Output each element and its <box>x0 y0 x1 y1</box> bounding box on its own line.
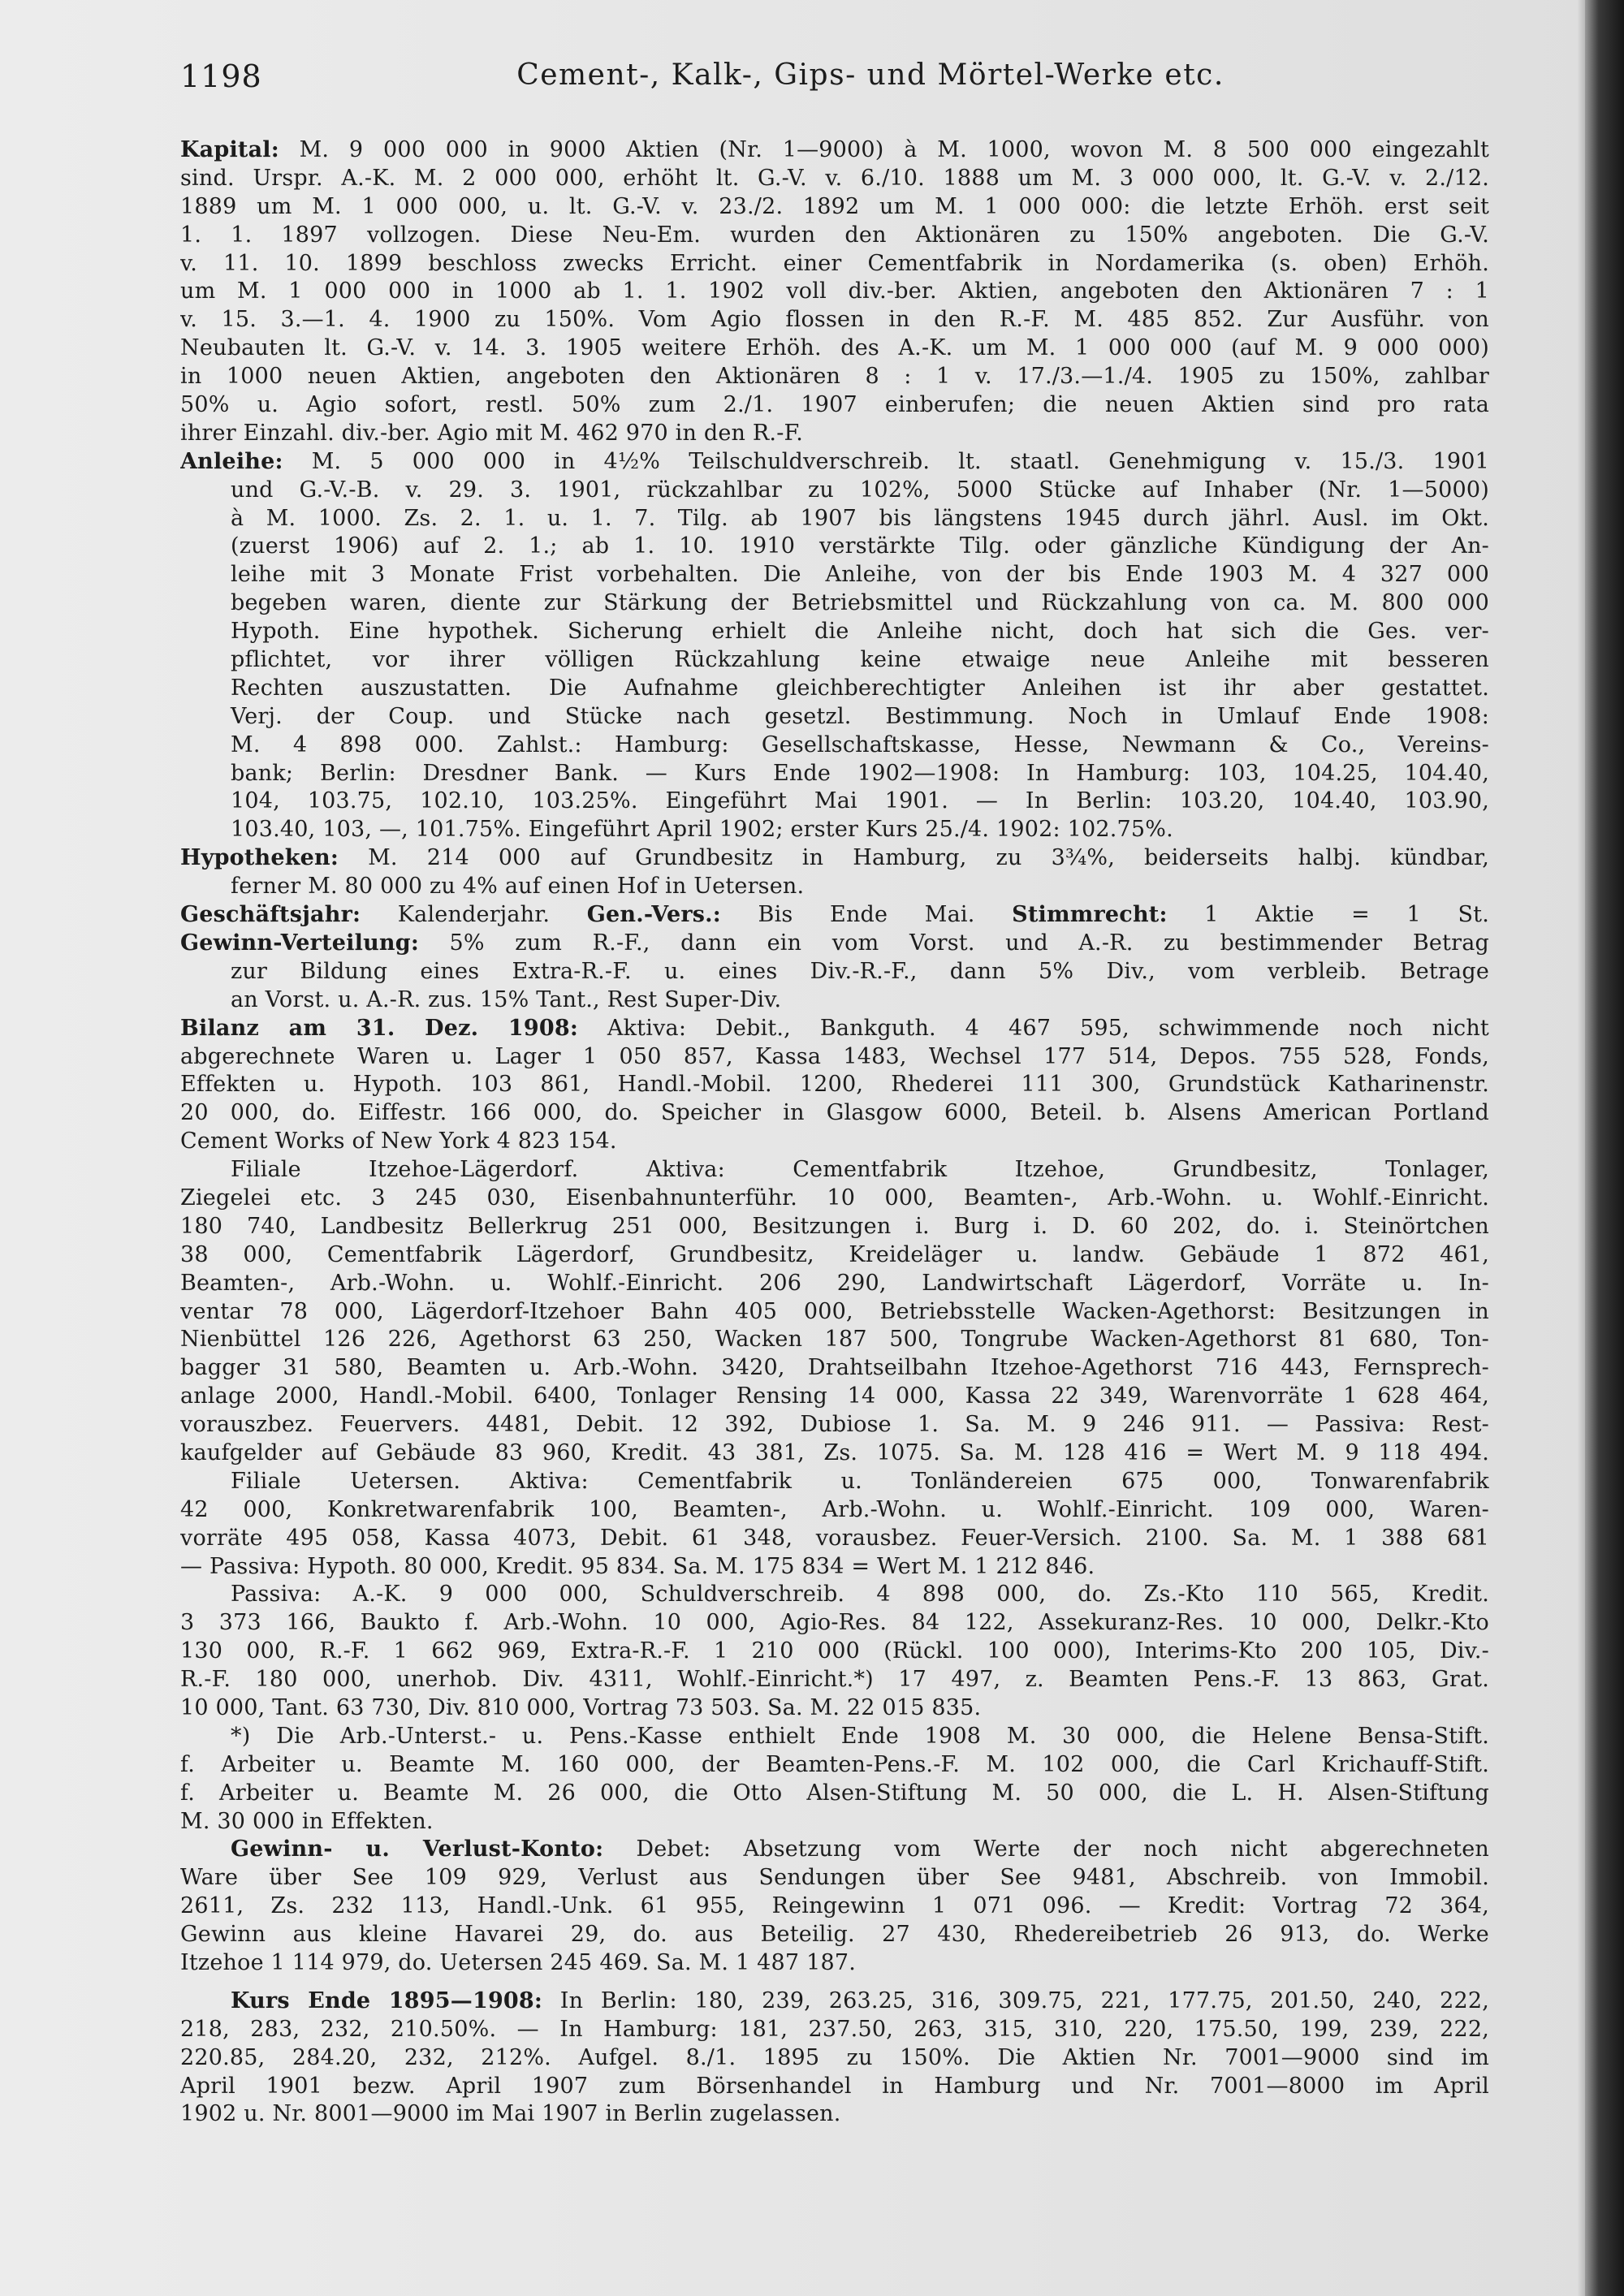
line-text: anlage 2000, Handl.-Mobil. 6400, Tonlager Rensing 14 000, Kassa 22 349, Warenvorräte 1 628 464, <box>180 1383 1489 1409</box>
line-text: à M. 1000. Zs. 2. 1. u. 1. 7. Tilg. ab 1907 bis längstens 1945 durch jährl. Ausl. im Okt. <box>231 505 1489 531</box>
line-text: vorräte 495 058, Kassa 4073, Debit. 61 348, vorausbez. Feuer-Versich. 2100. Sa. M. 1 388 681 <box>180 1525 1489 1551</box>
section-label: Bilanz am 31. Dez. 1908: <box>180 1015 579 1041</box>
running-title: Cement-, Kalk-, Gips- und Mörtel-Werke etc. <box>516 58 1224 92</box>
text-line <box>180 589 1489 618</box>
text-line <box>180 675 1489 703</box>
line-text: Cement Works of New York 4 823 154. <box>180 1129 617 1154</box>
text-line <box>180 958 1489 986</box>
text-line <box>180 1496 1489 1525</box>
text-line <box>180 1156 1489 1185</box>
text-line <box>180 1411 1489 1439</box>
line-text: Verj. der Coup. und Stücke nach gesetzl. Bestimmung. Noch in Umlauf Ende 1908: <box>231 703 1489 729</box>
line-text: Ware über See 109 929, Verlust aus Sendungen über See 9481, Abschreib. von Immobil. <box>180 1865 1489 1891</box>
line-text: Ziegelei etc. 3 245 030, Eisenbahnunterführ. 10 000, Beamten-, Arb.-Wohn. u. Wohlf.-Einricht. <box>180 1185 1489 1211</box>
text-line <box>180 306 1489 334</box>
line-text: Debet: Absetzung vom Werte der noch nicht abgerechneten <box>603 1836 1489 1862</box>
page-header <box>180 58 1496 104</box>
text-line <box>180 1213 1489 1241</box>
line-text: 180 740, Landbesitz Bellerkrug 251 000, Besitzungen i. Burg i. D. 60 202, do. i. Steinörtchen <box>180 1213 1489 1239</box>
section-label: Kapital: <box>180 137 279 162</box>
text-line <box>180 1949 1489 1978</box>
line-text: zur Bildung eines Extra-R.-F. u. eines Div.-R.-F., dann 5% Div., vom verbleib. Betrage <box>231 958 1489 984</box>
line-text: 1. 1. 1897 vollzogen. Diese Neu-Em. wurden den Aktionären zu 150% angeboten. Die G.-V. <box>180 222 1489 248</box>
line-text: 3 373 166, Baukto f. Arb.-Wohn. 10 000, Agio-Res. 84 122, Assekuranz-Res. 10 000, Delkr.-Kto <box>180 1610 1489 1636</box>
text-line <box>180 1015 1489 1043</box>
line-text: Hypoth. Eine hypothek. Sicherung erhielt die Anleihe nicht, doch hat sich die Ges. ver- <box>231 619 1489 645</box>
text-line <box>180 2073 1489 2101</box>
text-line <box>180 646 1489 675</box>
text-line <box>180 1694 1489 1723</box>
section-label: Stimmrecht: <box>1012 902 1168 928</box>
line-text: R.-F. 180 000, unerhob. Div. 4311, Wohlf.-Einricht.*) 17 497, z. Beamten Pens.-F. 13 863, Grat. <box>180 1667 1489 1693</box>
text-line <box>180 2044 1489 2073</box>
line-text: ferner M. 80 000 zu 4% auf einen Hof in Uetersen. <box>231 874 805 900</box>
text-line <box>180 703 1489 732</box>
text-line <box>180 193 1489 222</box>
line-text: 42 000, Konkretwarenfabrik 100, Beamten-, Arb.-Wohn. u. Wohlf.-Einricht. 109 000, Waren- <box>180 1496 1489 1522</box>
text-line <box>180 2016 1489 2044</box>
line-text: Kalenderjahr. <box>361 902 587 928</box>
line-text: ventar 78 000, Lägerdorf-Itzehoer Bahn 405 000, Betriebsstelle Wacken-Agethorst: Besitzungen in <box>180 1298 1489 1324</box>
line-text: f. Arbeiter u. Beamte M. 26 000, die Otto Alsen-Stiftung M. 50 000, die L. H. Alsen-Stiftung <box>180 1780 1489 1806</box>
text-line <box>180 760 1489 788</box>
text-line <box>180 2100 1489 2129</box>
text-line <box>180 136 1489 165</box>
text-line <box>180 1128 1489 1156</box>
line-text: *) Die Arb.-Unterst.- u. Pens.-Kasse enthielt Ende 1908 M. 30 000, die Helene Bensa-Stift. <box>231 1723 1489 1749</box>
text-line <box>180 1780 1489 1808</box>
line-text: v. 15. 3.—1. 4. 1900 zu 150%. Vom Agio flossen in den R.-F. M. 485 852. Zur Ausführ. von <box>180 307 1489 333</box>
line-text: Effekten u. Hypoth. 103 861, Handl.-Mobil. 1200, Rhederei 111 300, Grundstück Katharinenstr. <box>180 1072 1489 1098</box>
line-text: 1902 u. Nr. 8001—9000 im Mai 1907 in Berlin zugelassen. <box>180 2101 841 2127</box>
book-spine-edge <box>1585 0 1624 2296</box>
line-text: Beamten-, Arb.-Wohn. u. Wohlf.-Einricht. 206 290, Landwirtschaft Lägerdorf, Vorräte u. In- <box>180 1270 1489 1296</box>
line-text: Filiale Uetersen. Aktiva: Cementfabrik u. Tonländereien 675 000, Tonwarenfabrik <box>231 1468 1489 1494</box>
text-line <box>180 1043 1489 1072</box>
text-line <box>180 1987 1489 2016</box>
line-text: M. 214 000 auf Grundbesitz in Hamburg, zu 3¾%, beiderseits halbj. kündbar, <box>339 845 1489 871</box>
text-line <box>180 222 1489 250</box>
text-line <box>180 844 1489 873</box>
line-text: 220.85, 284.20, 232, 212%. Aufgel. 8./1. 1895 zu 150%. Die Aktien Nr. 7001—9000 sind im <box>180 2044 1489 2070</box>
text-line <box>180 873 1489 901</box>
text-line <box>180 1241 1489 1270</box>
line-text: 10 000, Tant. 63 730, Div. 810 000, Vortrag 73 503. Sa. M. 22 015 835. <box>180 1694 982 1720</box>
section-label: Anleihe: <box>180 448 283 474</box>
line-text: f. Arbeiter u. Beamte M. 160 000, der Beamten-Pens.-F. M. 102 000, die Carl Krichauff-Stift. <box>180 1751 1489 1777</box>
text-line <box>180 732 1489 760</box>
line-text: Nienbüttel 126 226, Agethorst 63 250, Wacken 187 500, Tongrube Wacken-Agethorst 81 680, Ton- <box>180 1327 1489 1353</box>
text-line <box>180 1354 1489 1383</box>
text-line <box>180 448 1489 477</box>
text-line <box>180 420 1489 448</box>
line-text: 20 000, do. Eiffestr. 166 000, do. Speicher in Glasgow 6000, Beteil. b. Alsens American Portland <box>180 1100 1489 1126</box>
line-text: April 1901 bezw. April 1907 zum Börsenhandel in Hamburg und Nr. 7001—8000 im April <box>180 2073 1489 2099</box>
text-line <box>180 477 1489 505</box>
line-text: ihrer Einzahl. div.-ber. Agio mit M. 462 970 in den R.-F. <box>180 420 804 446</box>
text-line <box>180 165 1489 193</box>
text-line <box>180 1525 1489 1553</box>
text-line <box>180 1638 1489 1666</box>
section-label: Gewinn-Verteilung: <box>180 930 419 956</box>
line-text: abgerechnete Waren u. Lager 1 050 857, Kassa 1483, Wechsel 177 514, Depos. 755 528, Fonds, <box>180 1043 1489 1069</box>
line-text: 38 000, Cementfabrik Lägerdorf, Grundbesitz, Kreideläger u. landw. Gebäude 1 872 461, <box>180 1241 1489 1267</box>
line-text: 1889 um M. 1 000 000, u. lt. G.-V. v. 23./2. 1892 um M. 1 000 000: die letzte Erhöh. erst seit <box>180 193 1489 219</box>
text-line <box>180 1439 1489 1468</box>
text-line <box>180 1553 1489 1582</box>
line-text: bagger 31 580, Beamten u. Arb.-Wohn. 3420, Drahtseilbahn Itzehoe-Agethorst 716 443, Fernsprech- <box>180 1355 1489 1381</box>
line-text: vorauszbez. Feuervers. 4481, Debit. 12 392, Dubiose 1. Sa. M. 9 246 911. — Passiva: Rest- <box>180 1412 1489 1438</box>
line-text: bank; Berlin: Dresdner Bank. — Kurs Ende 1902—1908: In Hamburg: 103, 104.25, 104.40, <box>231 760 1489 786</box>
text-line <box>180 618 1489 646</box>
section-label: Hypotheken: <box>180 845 339 871</box>
line-text: 218, 283, 232, 210.50%. — In Hamburg: 181, 237.50, 263, 315, 310, 220, 175.50, 199, 239, 222, <box>180 2016 1489 2042</box>
line-text: v. 11. 10. 1899 beschloss zwecks Erricht. einer Cementfabrik in Nordamerika (s. oben) Erhöh. <box>180 250 1489 276</box>
text-line <box>180 1921 1489 1949</box>
line-text: M. 5 000 000 in 4½% Teilschuldverschreib. lt. staatl. Genehmigung v. 15./3. 1901 <box>283 448 1489 474</box>
section-label: Geschäftsjahr: <box>180 902 361 928</box>
line-text: Neubauten lt. G.-V. v. 14. 3. 1905 weitere Erhöh. des A.-K. um M. 1 000 000 (auf M. 9 000 000) <box>180 335 1489 361</box>
text-line <box>180 1864 1489 1892</box>
section-label: Kurs Ende 1895—1908: <box>231 1987 543 2013</box>
line-text: sind. Urspr. A.-K. M. 2 000 000, erhöht lt. G.-V. v. 6./10. 1888 um M. 3 000 000, lt. G.-V. v. 2./12. <box>180 165 1489 191</box>
line-text: 103.40, 103, —, 101.75%. Eingeführt April 1902; erster Kurs 25./4. 1902: 102.75%. <box>231 817 1173 843</box>
text-line <box>180 505 1489 533</box>
line-text: Aktiva: Debit., Bankguth. 4 467 595, schwimmende noch nicht <box>578 1015 1489 1041</box>
line-text: kaufgelder auf Gebäude 83 960, Kredit. 43 381, Zs. 1075. Sa. M. 128 416 = Wert M. 9 118 494. <box>180 1439 1489 1465</box>
line-text: Filiale Itzehoe-Lägerdorf. Aktiva: Cementfabrik Itzehoe, Grundbesitz, Tonlager, <box>231 1157 1489 1183</box>
text-line <box>180 1468 1489 1496</box>
text-line <box>180 1808 1489 1836</box>
line-text: begeben waren, diente zur Stärkung der Betriebsmittel und Rückzahlung von ca. M. 800 000 <box>231 590 1489 616</box>
line-text: 50% u. Agio sofort, restl. 50% zum 2./1. 1907 einberufen; die neuen Aktien sind pro rata <box>180 392 1489 418</box>
text-line <box>180 1270 1489 1298</box>
text-line <box>180 1099 1489 1128</box>
page-edge-shadow <box>1577 0 1585 2296</box>
section-label: Gen.-Vers.: <box>586 902 721 928</box>
text-line <box>180 250 1489 278</box>
line-text: In Berlin: 180, 239, 263.25, 316, 309.75, 221, 177.75, 201.50, 240, 222, <box>542 1987 1489 2013</box>
text-line <box>180 1892 1489 1921</box>
text-line <box>180 1298 1489 1327</box>
text-line <box>180 1581 1489 1609</box>
text-line <box>180 391 1489 420</box>
line-text: 5% zum R.-F., dann ein vom Vorst. und A.-R. zu bestimmender Betrag <box>418 930 1489 956</box>
line-text: pflichtet, vor ihrer völligen Rückzahlung keine etwaige neue Anleihe mit besseren <box>231 647 1489 673</box>
text-line <box>180 561 1489 589</box>
text-line <box>180 334 1489 363</box>
line-text: 104, 103.75, 102.10, 103.25%. Eingeführt Mai 1901. — In Berlin: 103.20, 104.40, 103.90, <box>231 788 1489 814</box>
text-line <box>180 1723 1489 1751</box>
line-text: Passiva: A.-K. 9 000 000, Schuldverschreib. 4 898 000, do. Zs.-Kto 110 565, Kredit. <box>231 1582 1489 1608</box>
text-line <box>180 1383 1489 1411</box>
text-line <box>180 930 1489 958</box>
document-body <box>180 136 1489 2129</box>
line-text: leihe mit 3 Monate Frist vorbehalten. Die Anleihe, von der bis Ende 1903 M. 4 327 000 <box>231 562 1489 588</box>
page-number: 1198 <box>180 58 262 94</box>
line-text: 130 000, R.-F. 1 662 969, Extra-R.-F. 1 210 000 (Rückl. 100 000), Interims-Kto 200 105, Div.- <box>180 1638 1489 1664</box>
line-text: 2611, Zs. 232 113, Handl.-Unk. 61 955, Reingewinn 1 071 096. — Kredit: Vortrag 72 364, <box>180 1893 1489 1919</box>
line-text: M. 30 000 in Effekten. <box>180 1808 434 1834</box>
line-text: Gewinn aus kleine Havarei 29, do. aus Beteilig. 27 430, Rhedereibetrieb 26 913, do. Werke <box>180 1922 1489 1948</box>
text-line <box>180 1326 1489 1354</box>
line-text: Bis Ende Mai. <box>720 902 1013 928</box>
text-line <box>180 986 1489 1015</box>
text-line <box>180 533 1489 561</box>
text-line <box>180 901 1489 930</box>
line-text: M. 9 000 000 in 9000 Aktien (Nr. 1—9000) à M. 1000, wovon M. 8 500 000 eingezahlt <box>279 137 1489 162</box>
line-text: um M. 1 000 000 in 1000 ab 1. 1. 1902 voll div.-ber. Aktien, angeboten den Aktionären 7 : 1 <box>180 278 1489 304</box>
line-text: Itzehoe 1 114 979, do. Uetersen 245 469. Sa. M. 1 487 187. <box>180 1950 856 1975</box>
text-line <box>180 1185 1489 1213</box>
text-line <box>180 1751 1489 1780</box>
line-text: M. 4 898 000. Zahlst.: Hamburg: Gesellschaftskasse, Hesse, Newmann & Co., Vereins- <box>231 732 1489 757</box>
line-text: (zuerst 1906) auf 2. 1.; ab 1. 10. 1910 verstärkte Tilg. oder gänzliche Kündigung der An- <box>231 533 1489 559</box>
section-label: Gewinn- u. Verlust-Konto: <box>231 1836 604 1862</box>
text-line <box>180 788 1489 816</box>
line-text: 1 Aktie = 1 St. <box>1167 902 1489 928</box>
text-line <box>180 1666 1489 1694</box>
text-line <box>180 1071 1489 1099</box>
text-line <box>180 1836 1489 1864</box>
line-text: in 1000 neuen Aktien, angeboten den Aktionären 8 : 1 v. 17./3.—1./4. 1905 zu 150%, zahlbar <box>180 364 1489 390</box>
line-text: und G.-V.-B. v. 29. 3. 1901, rückzahlbar zu 102%, 5000 Stücke auf Inhaber (Nr. 1—5000) <box>231 477 1489 503</box>
line-text: an Vorst. u. A.-R. zus. 15% Tant., Rest Super-Div. <box>231 986 782 1012</box>
text-line <box>180 1609 1489 1638</box>
text-line <box>180 363 1489 391</box>
line-text: — Passiva: Hypoth. 80 000, Kredit. 95 834. Sa. M. 175 834 = Wert M. 1 212 846. <box>180 1553 1095 1579</box>
text-line <box>180 278 1489 306</box>
line-text: Rechten auszustatten. Die Aufnahme gleichberechtigter Anleihen ist ihr aber gestattet. <box>231 675 1489 701</box>
text-line <box>180 816 1489 844</box>
